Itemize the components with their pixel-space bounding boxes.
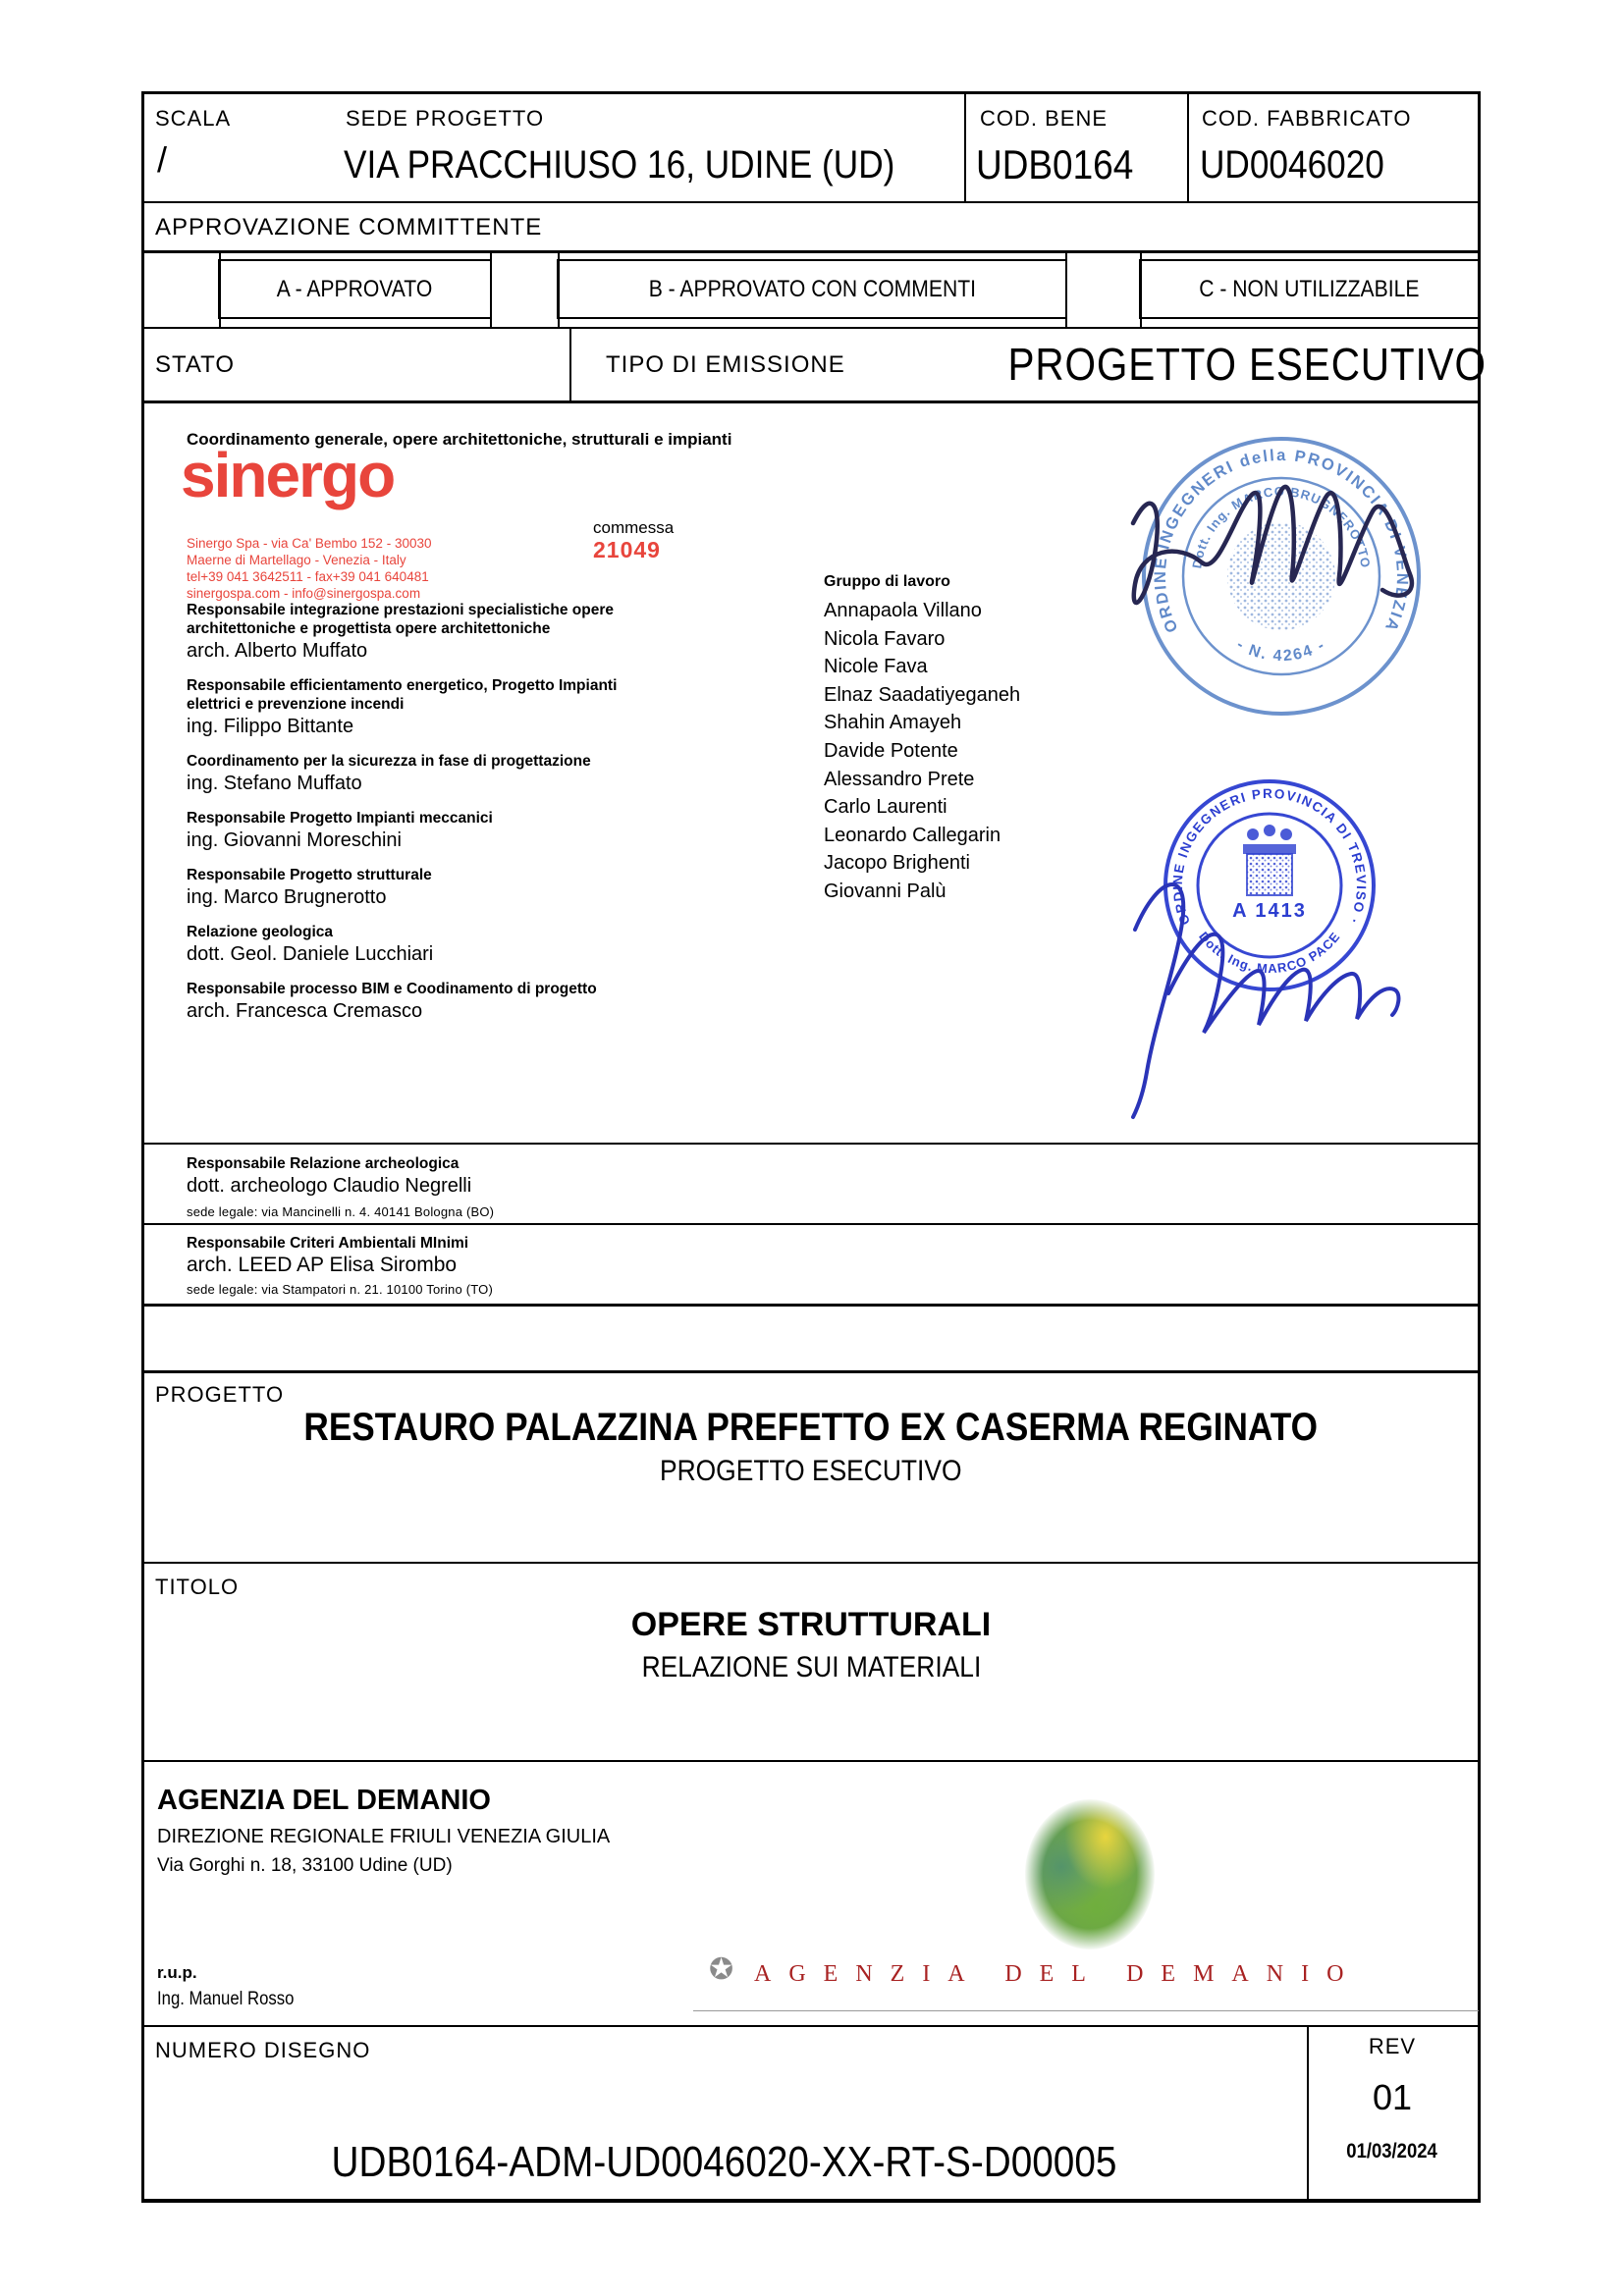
committente-indirizzo: Via Gorghi n. 18, 33100 Udine (UD) [157, 1855, 453, 1876]
role-item [187, 752, 638, 796]
stamp-ordine-ingegneri-treviso [1108, 768, 1446, 1126]
demanio-logo-underline [693, 2010, 1479, 2011]
titolo-subtitle: RELAZIONE SUI MATERIALI [641, 1651, 981, 1683]
role-name: dott. Geol. Daniele Lucchiari [187, 943, 434, 965]
cod-fabbricato-value: UD0046020 [1200, 143, 1384, 187]
team-member: Shahin Amayeh [824, 712, 962, 734]
committente-name: AGENZIA DEL DEMANIO [157, 1785, 491, 1816]
numero-disegno-label: NUMERO DISEGNO [155, 2038, 371, 2062]
divider [141, 1143, 1481, 1145]
option-b-box [557, 259, 1067, 319]
role-name: ing. Giovanni Moreschini [187, 829, 402, 851]
stamp-venezia-ring-text: ORDINE INGEGNERI della PROVINCIA DI VENEZIA [1151, 446, 1412, 635]
divider [141, 1304, 1481, 1307]
role-item [187, 601, 638, 664]
rup-label: r.u.p. [157, 1963, 197, 1982]
sede-progetto-label: SEDE PROGETTO [346, 106, 545, 131]
divider [141, 201, 1481, 203]
role-label: Responsabile Relazione archeologica [187, 1155, 460, 1172]
role-item [187, 923, 638, 967]
team-member: Carlo Laurenti [824, 796, 947, 819]
sinergo-address [187, 535, 431, 602]
stato-label: STATO [155, 351, 236, 378]
role-label: Responsabile processo BIM e Coodinamento di progetto [187, 981, 597, 997]
progetto-subtitle: PROGETTO ESECUTIVO [660, 1455, 962, 1487]
role-name: ing. Stefano Muffato [187, 773, 362, 794]
stamp-ordine-ingegneri-venezia [1119, 427, 1443, 731]
stamp-emblem-castle [1243, 825, 1296, 895]
team-member: Alessandro Prete [824, 768, 975, 790]
role-name: arch. LEED AP Elisa Sirombo [187, 1254, 458, 1276]
tipo-emissione-label: TIPO DI EMISSIONE [606, 351, 845, 378]
scala-label: SCALA [155, 106, 232, 131]
divider [141, 1223, 1481, 1225]
role-label: Responsabile Progetto Impianti meccanici [187, 810, 493, 827]
role-name: arch. Francesca Cremasco [187, 1000, 423, 1022]
role-label: Responsabile Criteri Ambientali MInimi [187, 1235, 469, 1252]
titolo-title: OPERE STRUTTURALI [630, 1606, 992, 1643]
role-name: dott. archeologo Claudio Negrelli [187, 1175, 472, 1197]
italy-emblem-icon: ✪ [709, 1953, 734, 1986]
divider [569, 327, 571, 400]
role-name: arch. Alberto Muffato [187, 640, 368, 662]
stamp-treviso-ring-text: ORDINE INGEGNERI PROVINCIA DI TREVISO · [1169, 785, 1370, 928]
progetto-title: RESTAURO PALAZZINA PREFETTO EX CASERMA REGINATO [303, 1406, 1319, 1449]
scala-value: / [157, 139, 168, 180]
option-b-label: B - APPROVATO CON COMMENTI [648, 275, 976, 302]
rev-date: 01/03/2024 [1346, 2140, 1438, 2163]
demanio-logo-text: AGENZIA DEL DEMANIO [754, 1961, 1362, 1987]
team-label: Gruppo di lavoro [824, 573, 950, 590]
committente-direzione: DIREZIONE REGIONALE FRIULI VENEZIA GIULIA [157, 1826, 611, 1847]
sinergo-address-line: Maerne di Martellago - Venezia - Italy [187, 553, 406, 567]
sinergo-section-title: Coordinamento generale, opere architettoniche, strutturali e impianti [187, 430, 732, 449]
role-item [187, 809, 638, 853]
numero-disegno-value: UDB0164-ADM-UD0046020-XX-RT-S-D00005 [331, 2138, 1117, 2186]
svg-text:- N. 4264 - [1234, 636, 1329, 665]
frame-right-border [1478, 91, 1481, 2203]
rup-name: Ing. Manuel Rosso [157, 1989, 295, 2009]
role-sede-legale: sede legale: via Stampatori n. 21. 10100 Torino (TO) [187, 1282, 493, 1297]
divider [1187, 91, 1189, 201]
role-label: Relazione geologica [187, 924, 334, 940]
cod-bene-value: UDB0164 [976, 141, 1134, 187]
approvazione-title: APPROVAZIONE COMMITTENTE [155, 214, 543, 240]
role-label: Responsabile integrazione prestazioni specialistiche opere architettoniche e progettista opere architettoniche [187, 602, 614, 637]
sinergo-address-line: tel+39 041 3642511 - fax+39 041 640481 [187, 569, 429, 584]
sinergo-address-line: sinergospa.com - info@sinergospa.com [187, 586, 421, 601]
frame-bottom-border [141, 2199, 1481, 2203]
progetto-label: PROGETTO [155, 1382, 285, 1407]
frame-left-border [141, 91, 144, 2203]
team-member: Jacopo Brighenti [824, 852, 970, 875]
divider [141, 327, 1481, 329]
role-label: Responsabile Progetto strutturale [187, 867, 432, 883]
role-item [187, 980, 638, 1024]
titolo-label: TITOLO [155, 1575, 240, 1599]
commessa-label: commessa [593, 518, 675, 537]
extra-role-cam [187, 1234, 493, 1297]
divider [141, 1370, 1481, 1373]
stamp-venezia-number-text: - N. 4264 - [1233, 636, 1329, 666]
rev-label: REV [1368, 2034, 1417, 2058]
team-member: Nicole Fava [824, 656, 928, 678]
rev-value: 01 [1372, 2077, 1413, 2117]
divider [141, 1562, 1481, 1564]
extra-role-archeologica [187, 1154, 494, 1219]
stamp-venezia-name-text: Dott. Ing. MARCO BRUGNEROTTO [1189, 483, 1374, 570]
role-name: ing. Marco Brugnerotto [187, 886, 387, 908]
team-member: Giovanni Palù [824, 880, 947, 902]
cod-fabbricato-label: COD. FABBRICATO [1202, 106, 1412, 131]
role-label: Coordinamento per la sicurezza in fase di progettazione [187, 753, 591, 770]
demanio-tree-image [1025, 1799, 1155, 1949]
sinergo-logo: sinergo [181, 440, 395, 510]
commessa-value: 21049 [593, 537, 661, 562]
tipo-emissione-value: PROGETTO ESECUTIVO [1007, 339, 1487, 390]
sede-progetto-value: VIA PRACCHIUSO 16, UDINE (UD) [344, 143, 895, 187]
sinergo-address-line: Sinergo Spa - via Ca' Bembo 152 - 30030 [187, 536, 432, 551]
team-member: Nicola Favaro [824, 627, 946, 650]
team-member: Elnaz Saadatiyeganeh [824, 683, 1021, 706]
role-item [187, 866, 638, 910]
divider [141, 250, 1481, 253]
team-member: Leonardo Callegarin [824, 824, 1001, 846]
role-sede-legale: sede legale: via Mancinelli n. 4. 40141 Bologna (BO) [187, 1204, 495, 1219]
option-c-label: C - NON UTILIZZABILE [1199, 275, 1420, 302]
divider [141, 400, 1481, 403]
stamp-treviso-name-text: Dott. Ing. MARCO PACE [1196, 929, 1343, 977]
team-member: Davide Potente [824, 739, 958, 762]
role-label: Responsabile efficientamento energetico, Progetto Impianti elettrici e prevenzione incendi [187, 677, 618, 713]
cod-bene-label: COD. BENE [980, 106, 1109, 131]
role-name: ing. Filippo Bittante [187, 716, 354, 737]
stamp-treviso-number-text: A 1413 [1232, 900, 1307, 922]
team-list [824, 573, 1020, 906]
team-member: Annapaola Villano [824, 600, 982, 621]
option-c-box [1139, 259, 1480, 319]
role-item [187, 676, 638, 739]
frame-top-border [141, 91, 1481, 94]
divider [141, 1760, 1481, 1762]
divider [141, 2025, 1481, 2027]
option-a-label: A - APPROVATO [277, 275, 433, 302]
option-a-box [218, 259, 492, 319]
roles-list [187, 601, 638, 1037]
stamp-emblem-wreath [1227, 522, 1335, 630]
